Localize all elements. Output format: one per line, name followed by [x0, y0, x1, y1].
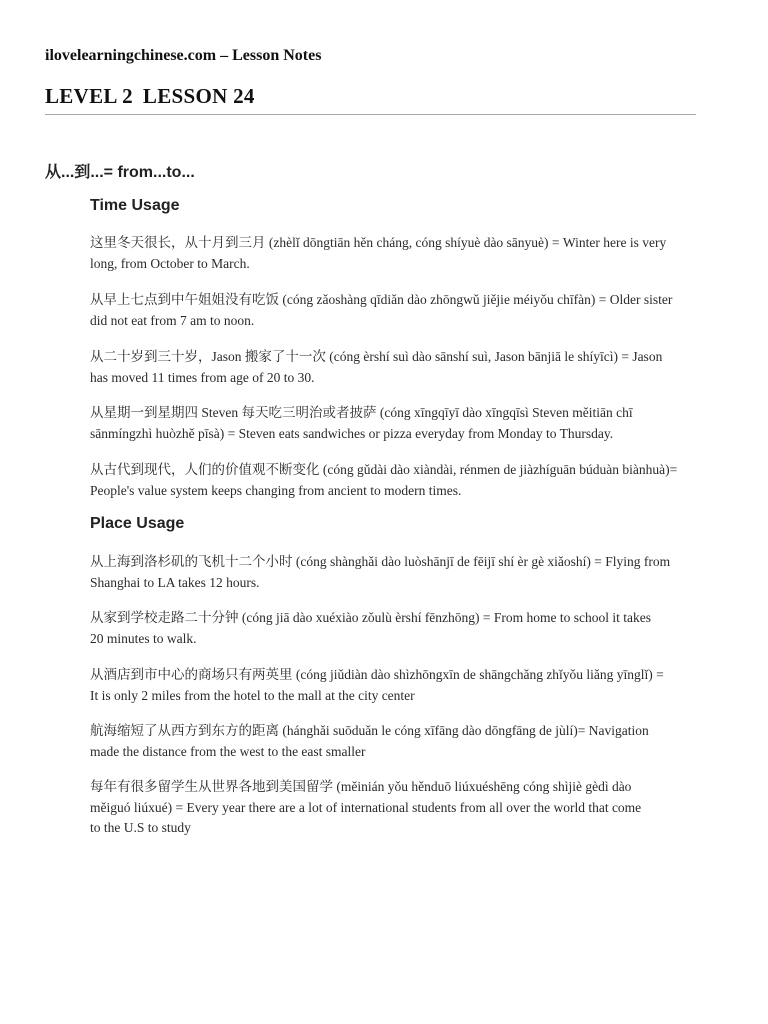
example-item	[90, 347, 750, 388]
example-line: 每年有很多留学生从世界各地到美国留学 (měinián yǒu hěnduō liúxuéshēng cóng shìjiè gèdì dào	[90, 779, 632, 794]
example-item	[90, 233, 750, 274]
example-item	[90, 777, 750, 839]
example-line: 从星期一到星期四 Steven 每天吃三明治或者披萨 (cóng xīngqīyī dào xīngqīsì Steven měitiān chī	[90, 405, 633, 420]
example-line: 从古代到现代，人们的价值观不断变化 (cóng gǔdài dào xiàndài, rénmen de jiàzhíguān búduàn biànhuà)=	[90, 462, 678, 477]
example-line: It is only 2 miles from the hotel to the mall at the city center	[90, 687, 415, 703]
site-header: ilovelearningchinese.com – Lesson Notes	[45, 47, 322, 64]
lesson-label: LESSON 24	[142, 84, 255, 108]
example-line: long, from October to March.	[90, 255, 250, 271]
example-line: made the distance from the west to the east smaller	[90, 743, 366, 759]
example-line: 从上海到洛杉矶的飞机十二个小时 (cóng shànghǎi dào luòshānjī de fēijī shí èr gè xiǎoshí) = Flying from	[90, 554, 671, 569]
section-heading-time-usage: Time Usage	[90, 197, 180, 214]
example-item	[90, 290, 750, 331]
example-item	[90, 403, 750, 444]
example-line: 这里冬天很长，从十月到三月 (zhèlǐ dōngtiān hěn cháng, cóng shíyuè dào sānyuè) = Winter here is very	[90, 235, 667, 250]
example-line: 20 minutes to walk.	[90, 630, 197, 646]
example-item	[90, 552, 750, 593]
section-heading-place-usage: Place Usage	[90, 515, 185, 532]
example-line: sānmíngzhì huòzhě pīsà) = Steven eats sandwiches or pizza everyday from Monday to Thursday.	[90, 425, 614, 441]
example-item	[90, 665, 750, 706]
example-line: 从早上七点到中午姐姐没有吃饭 (cóng zǎoshàng qīdiǎn dào zhōngwǔ jiějie méiyǒu chīfàn) = Older sister	[90, 292, 673, 307]
title-divider	[45, 114, 696, 115]
example-line: měiguó liúxué) = Every year there are a lot of international students from all over the world that come	[90, 799, 642, 815]
example-line: Shanghai to LA takes 12 hours.	[90, 574, 260, 590]
example-item	[90, 460, 750, 501]
grammar-topic: 从...到...= from...to...	[45, 164, 195, 181]
example-item	[90, 608, 750, 649]
example-line: People's value system keeps changing from ancient to modern times.	[90, 482, 462, 498]
example-line: 从家到学校走路二十分钟 (cóng jiā dào xuéxiào zǒulù èrshí fēnzhōng) = From home to school it takes	[90, 610, 652, 625]
example-line: did not eat from 7 am to noon.	[90, 312, 255, 328]
example-line: 航海缩短了从西方到东方的距离 (hánghǎi suōduǎn le cóng xīfāng dào dōngfāng de jùlí)= Navigation	[90, 723, 649, 738]
example-line: 从酒店到市中心的商场只有两英里 (cóng jiǔdiàn dào shìzhōngxīn de shāngchǎng zhǐyǒu liǎng yīnglǐ) =	[90, 667, 664, 682]
example-item	[90, 721, 750, 762]
example-line: to the U.S to study	[90, 820, 191, 835]
level-label: LEVEL 2	[45, 84, 133, 108]
lesson-title	[45, 84, 255, 109]
example-line: has moved 11 times from age of 20 to 30.	[90, 369, 315, 385]
example-line: 从二十岁到三十岁，Jason 搬家了十一次 (cóng èrshí suì dào sānshí suì, Jason bānjiā le shíyīcì) = Jason	[90, 349, 663, 364]
